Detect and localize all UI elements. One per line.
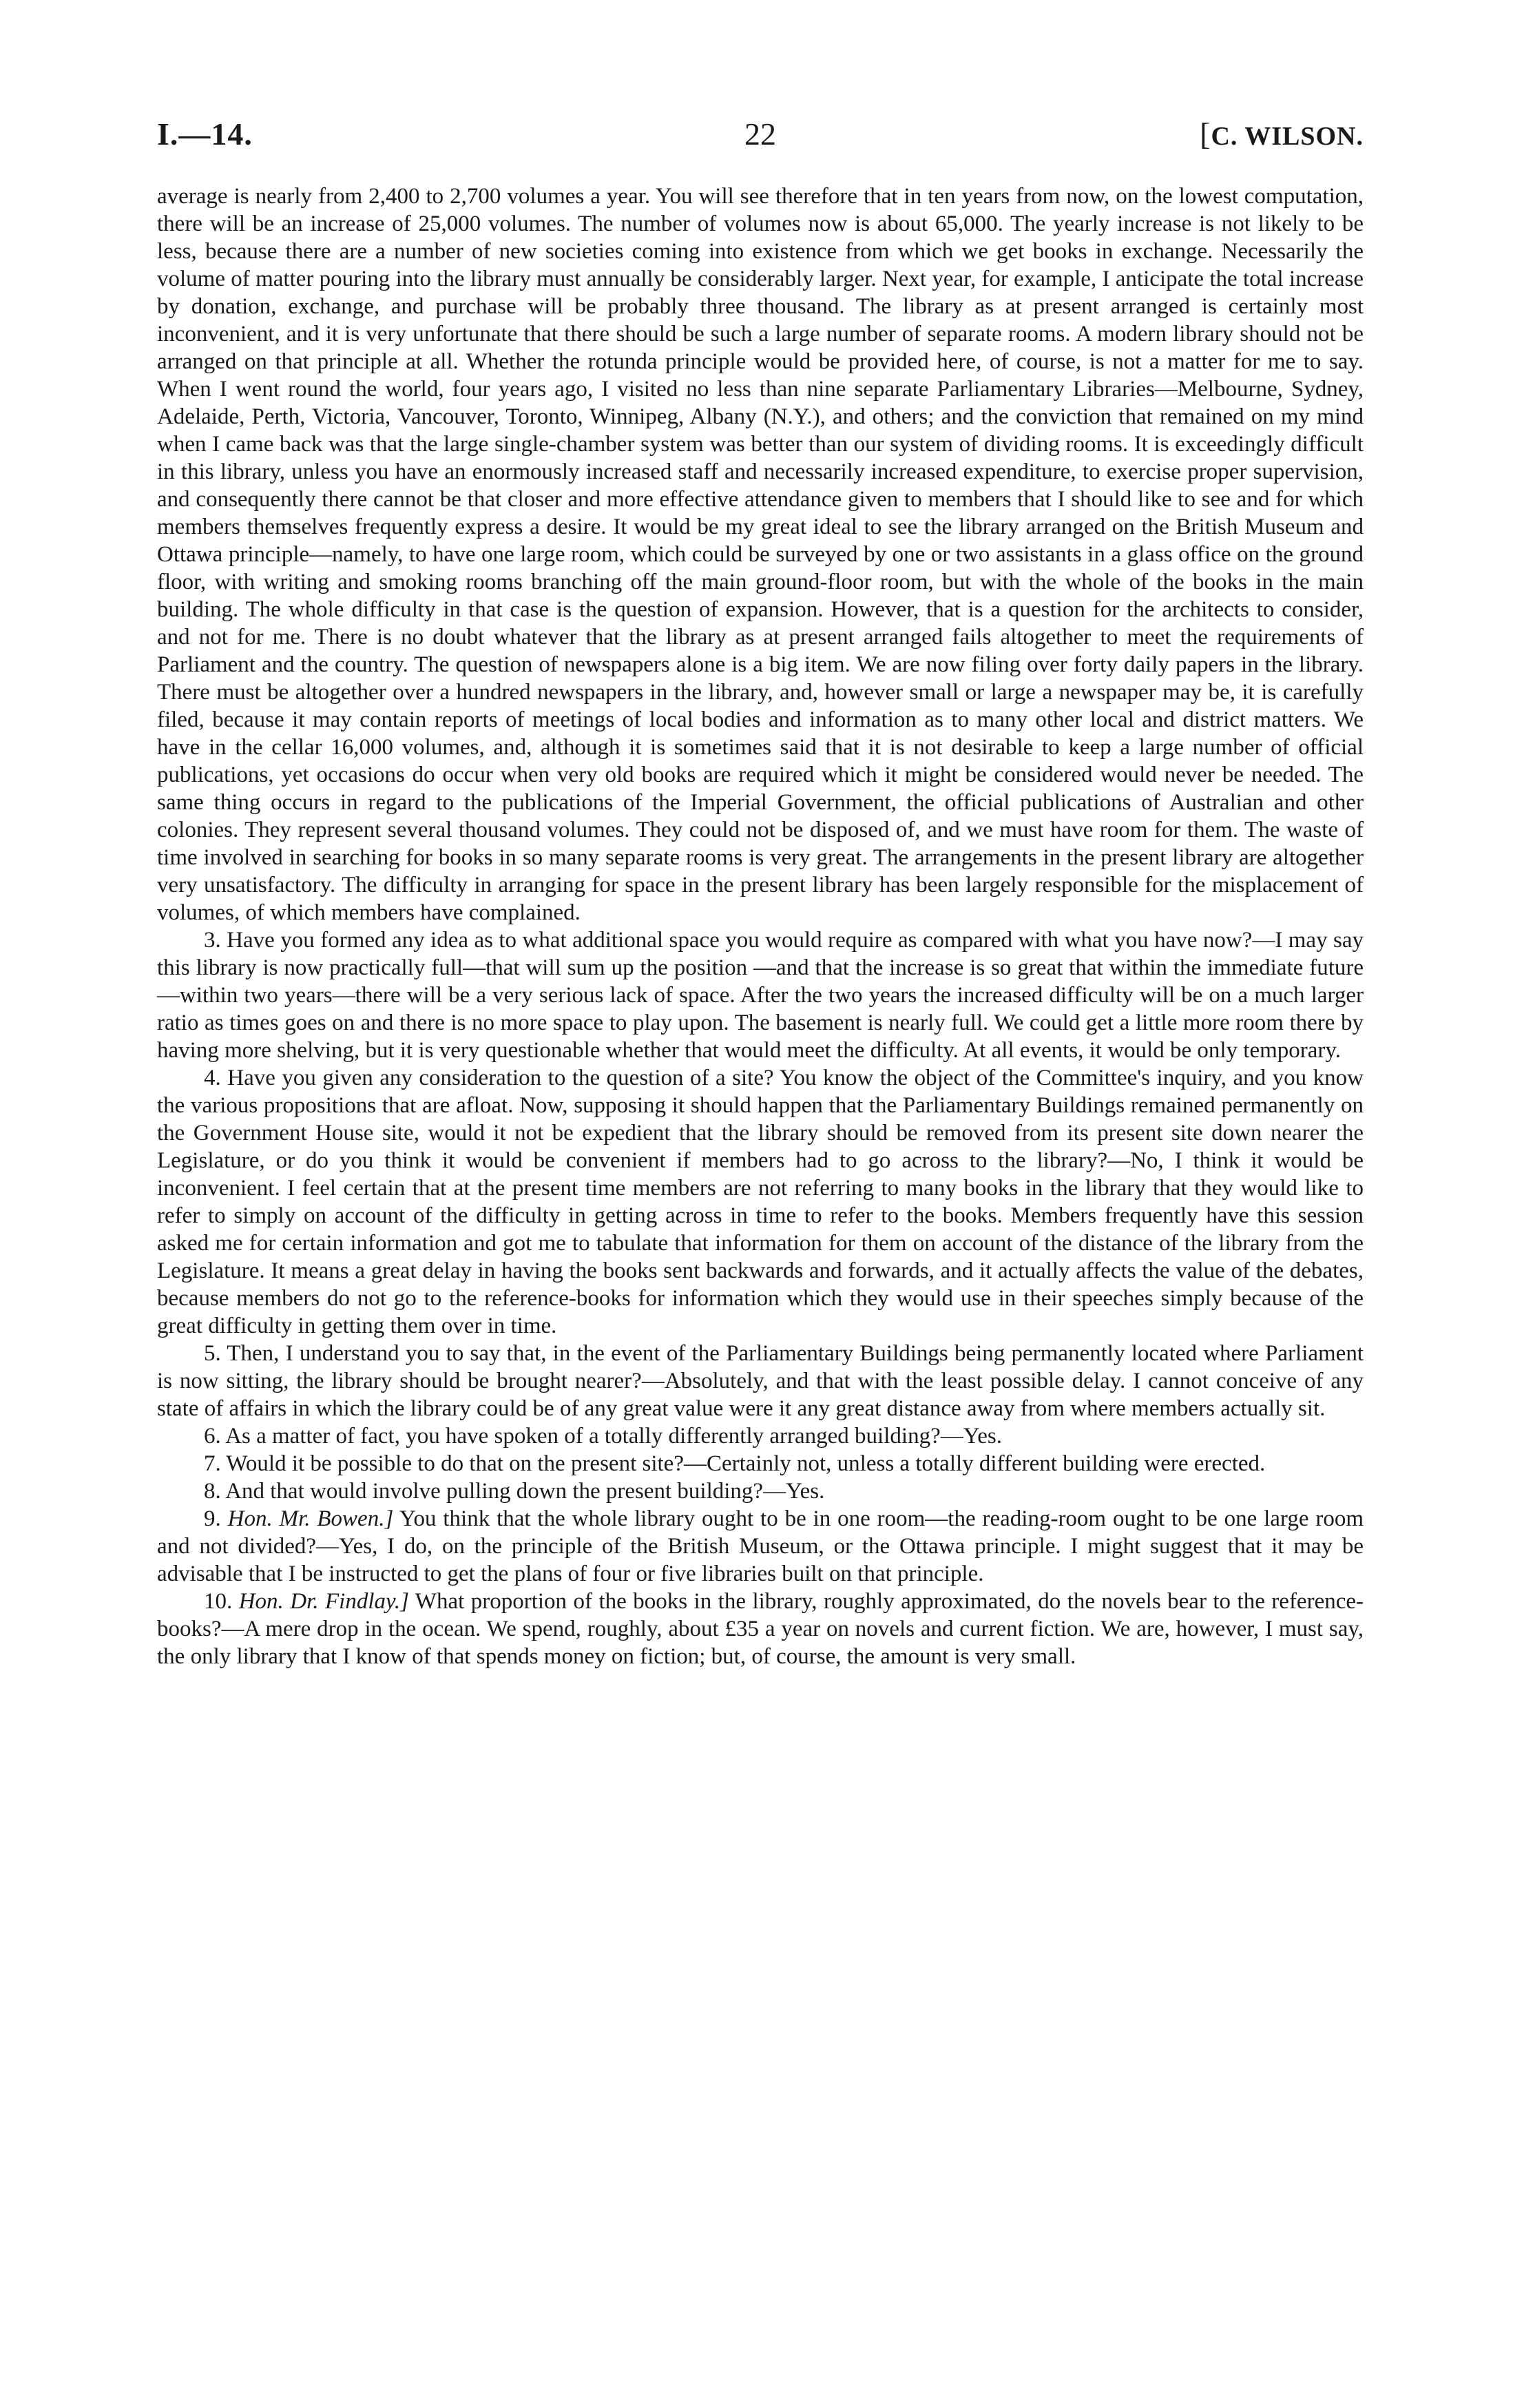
question-9-paragraph: [157, 1505, 1364, 1588]
question-8-paragraph: 8. And that would involve pulling down the present building?—Yes.: [204, 1479, 825, 1504]
question-9-speaker: Hon. Mr. Bowen.]: [227, 1506, 394, 1531]
evidence-body: [157, 183, 1364, 1670]
question-9-number: 9.: [204, 1506, 221, 1531]
continued-answer-paragraph: average is nearly from 2,400 to 2,700 volumes a year. You will see therefore that in ten years from now, on the lowest computation, there will be an increase of 25,000 volumes. The number of volumes now is about 65,000. The yearly increase is not likely to be less, because there are a number of new societies coming into existence from which we get books in exchange. Necessarily the volume of matter pouring into the library must annually be considerably larger. Next year, for example, I anticipate the total increase by donation, exchange, and purchase will be probably three thousand. The library as at present arranged is certainly most inconvenient, and it is very unfortunate that there should be such a large number of separate rooms. A modern library should not be arranged on that principle at all. Whether the rotunda principle would be provided here, of course, is not a matter for me to say. When I went round the world, four years ago, I visited no less than nine separate Parliamentary Libraries—Melbourne, Sydney, Adelaide, Perth, Victoria, Vancouver, Toronto, Winnipeg, Albany (N.Y.), and others; and the conviction that remained on my mind when I came back was that the large single-chamber system was better than our system of dividing rooms. It is exceedingly difficult in this library, unless you have an enormously increased staff and necessarily increased expenditure, to exercise proper supervision, and consequently there cannot be that closer and more effective attendance given to members that I should like to see and for which members themselves frequently express a desire. It would be my great ideal to see the library arranged on the British Museum and Ottawa principle—namely, to have one large room, which could be surveyed by one or two assistants in a glass office on the ground floor, with writing and smoking rooms branching off the main ground-floor room, but with the whole of the books in the main building. The whole difficulty in that case is the question of expansion. However, that is a question for the architects to consider, and not for me. There is no doubt whatever that the library as at present arranged fails altogether to meet the requirements of Parliament and the country. The question of newspapers alone is a big item. We are now filing over forty daily papers in the library. There must be altogether over a hundred newspapers in the library, and, however small or large a newspaper may be, it is carefully filed, because it may contain reports of meetings of local bodies and information as to many other local and district matters. We have in the cellar 16,000 volumes, and, although it is sometimes said that it is not desirable to keep a large number of official publications, yet occasions do occur when very old books are required which it might be considered would never be needed. The same thing occurs in regard to the publications of the Imperial Government, the official publications of Australian and other colonies. They represent several thousand volumes. They could not be disposed of, and we must have room for them. The waste of time involved in searching for books in so many separate rooms is very great. The arrangements in the present library are altogether very unsatisfactory. The difficulty in arranging for space in the present library has been largely responsible for the misplacement of volumes, of which members have complained.: [157, 184, 1364, 925]
question-10-number: 10.: [204, 1589, 233, 1614]
question-9-text: You think that the whole library ought to be in one room—the reading-room ought to be one large room and not divided?—Yes, I do, on the principle of the British Museum, or the Ottawa principle. I might suggest that it may be advisable that I be instructed to get the plans of four or five libraries built on that principle.: [157, 1506, 1364, 1586]
question-10-speaker: Hon. Dr. Findlay.]: [238, 1589, 409, 1614]
witness-name-text: C. WILSON.: [1211, 122, 1364, 151]
question-6-paragraph: 6. As a matter of fact, you have spoken of a totally differently arranged building?—Yes.: [204, 1424, 1002, 1449]
question-7-paragraph: 7. Would it be possible to do that on the present site?—Certainly not, unless a totally different building were erected.: [204, 1451, 1266, 1476]
parliamentary-paper-reference: I.—14.: [157, 116, 253, 152]
page-number: 22: [744, 116, 776, 152]
question-3-paragraph: 3. Have you formed any idea as to what additional space you would require as compared with what you have now?—I may say this library is now practically full—that will sum up the position —and that the increase is so great that within the immediate future—within two years—there will be a very serious lack of space. After the two years the increased difficulty will be on a much larger ratio as times goes on and there is no more space to play upon. The basement is nearly full. We could get a little more room there by having more shelving, but it is very questionable whether that would meet the difficulty. At all events, it would be only temporary.: [157, 928, 1364, 1063]
question-10-paragraph: [157, 1588, 1364, 1670]
question-4-paragraph: 4. Have you given any consideration to the question of a site? You know the object of the Committee's inquiry, and you know the various propositions that are afloat. Now, supposing it should happen that the Parliamentary Buildings remained permanently on the Government House site, would it not be expedient that the library should be removed from its present site down nearer the Legislature, or do you think it would be convenient if members had to go across to the library?—No, I think it would be inconvenient. I feel certain that at the present time members are not referring to many books in the library that they would like to refer to simply on account of the difficulty in getting across in time to refer to the books. Members frequently have this session asked me for certain information and got me to tabulate that information for them on account of the distance of the library from the Legislature. It means a great delay in having the books sent backwards and forwards, and it actually affects the value of the debates, because members do not go to the reference-books for information which they would use in their speeches simply because of the great difficulty in getting them over in time.: [157, 1066, 1364, 1338]
running-header: [157, 116, 1364, 157]
question-10-text: What proportion of the books in the library, roughly approximated, do the novels bear to the reference-books?—A mere drop in the ocean. We spend, roughly, about £35 a year on novels and current fiction. We are, however, I must say, the only library that I know of that spends money on fiction; but, of course, the amount is very small.: [157, 1589, 1364, 1669]
witness-name: [1200, 116, 1364, 152]
witness-bracket: [: [1200, 116, 1211, 152]
question-5-paragraph: 5. Then, I understand you to say that, in the event of the Parliamentary Buildings being permanently located where Parliament is now sitting, the library should be brought nearer?—Absolutely, and that with the least possible delay. I cannot conceive of any state of affairs in which the library could be of any great value were it any great distance away from where members actually sit.: [157, 1341, 1364, 1421]
